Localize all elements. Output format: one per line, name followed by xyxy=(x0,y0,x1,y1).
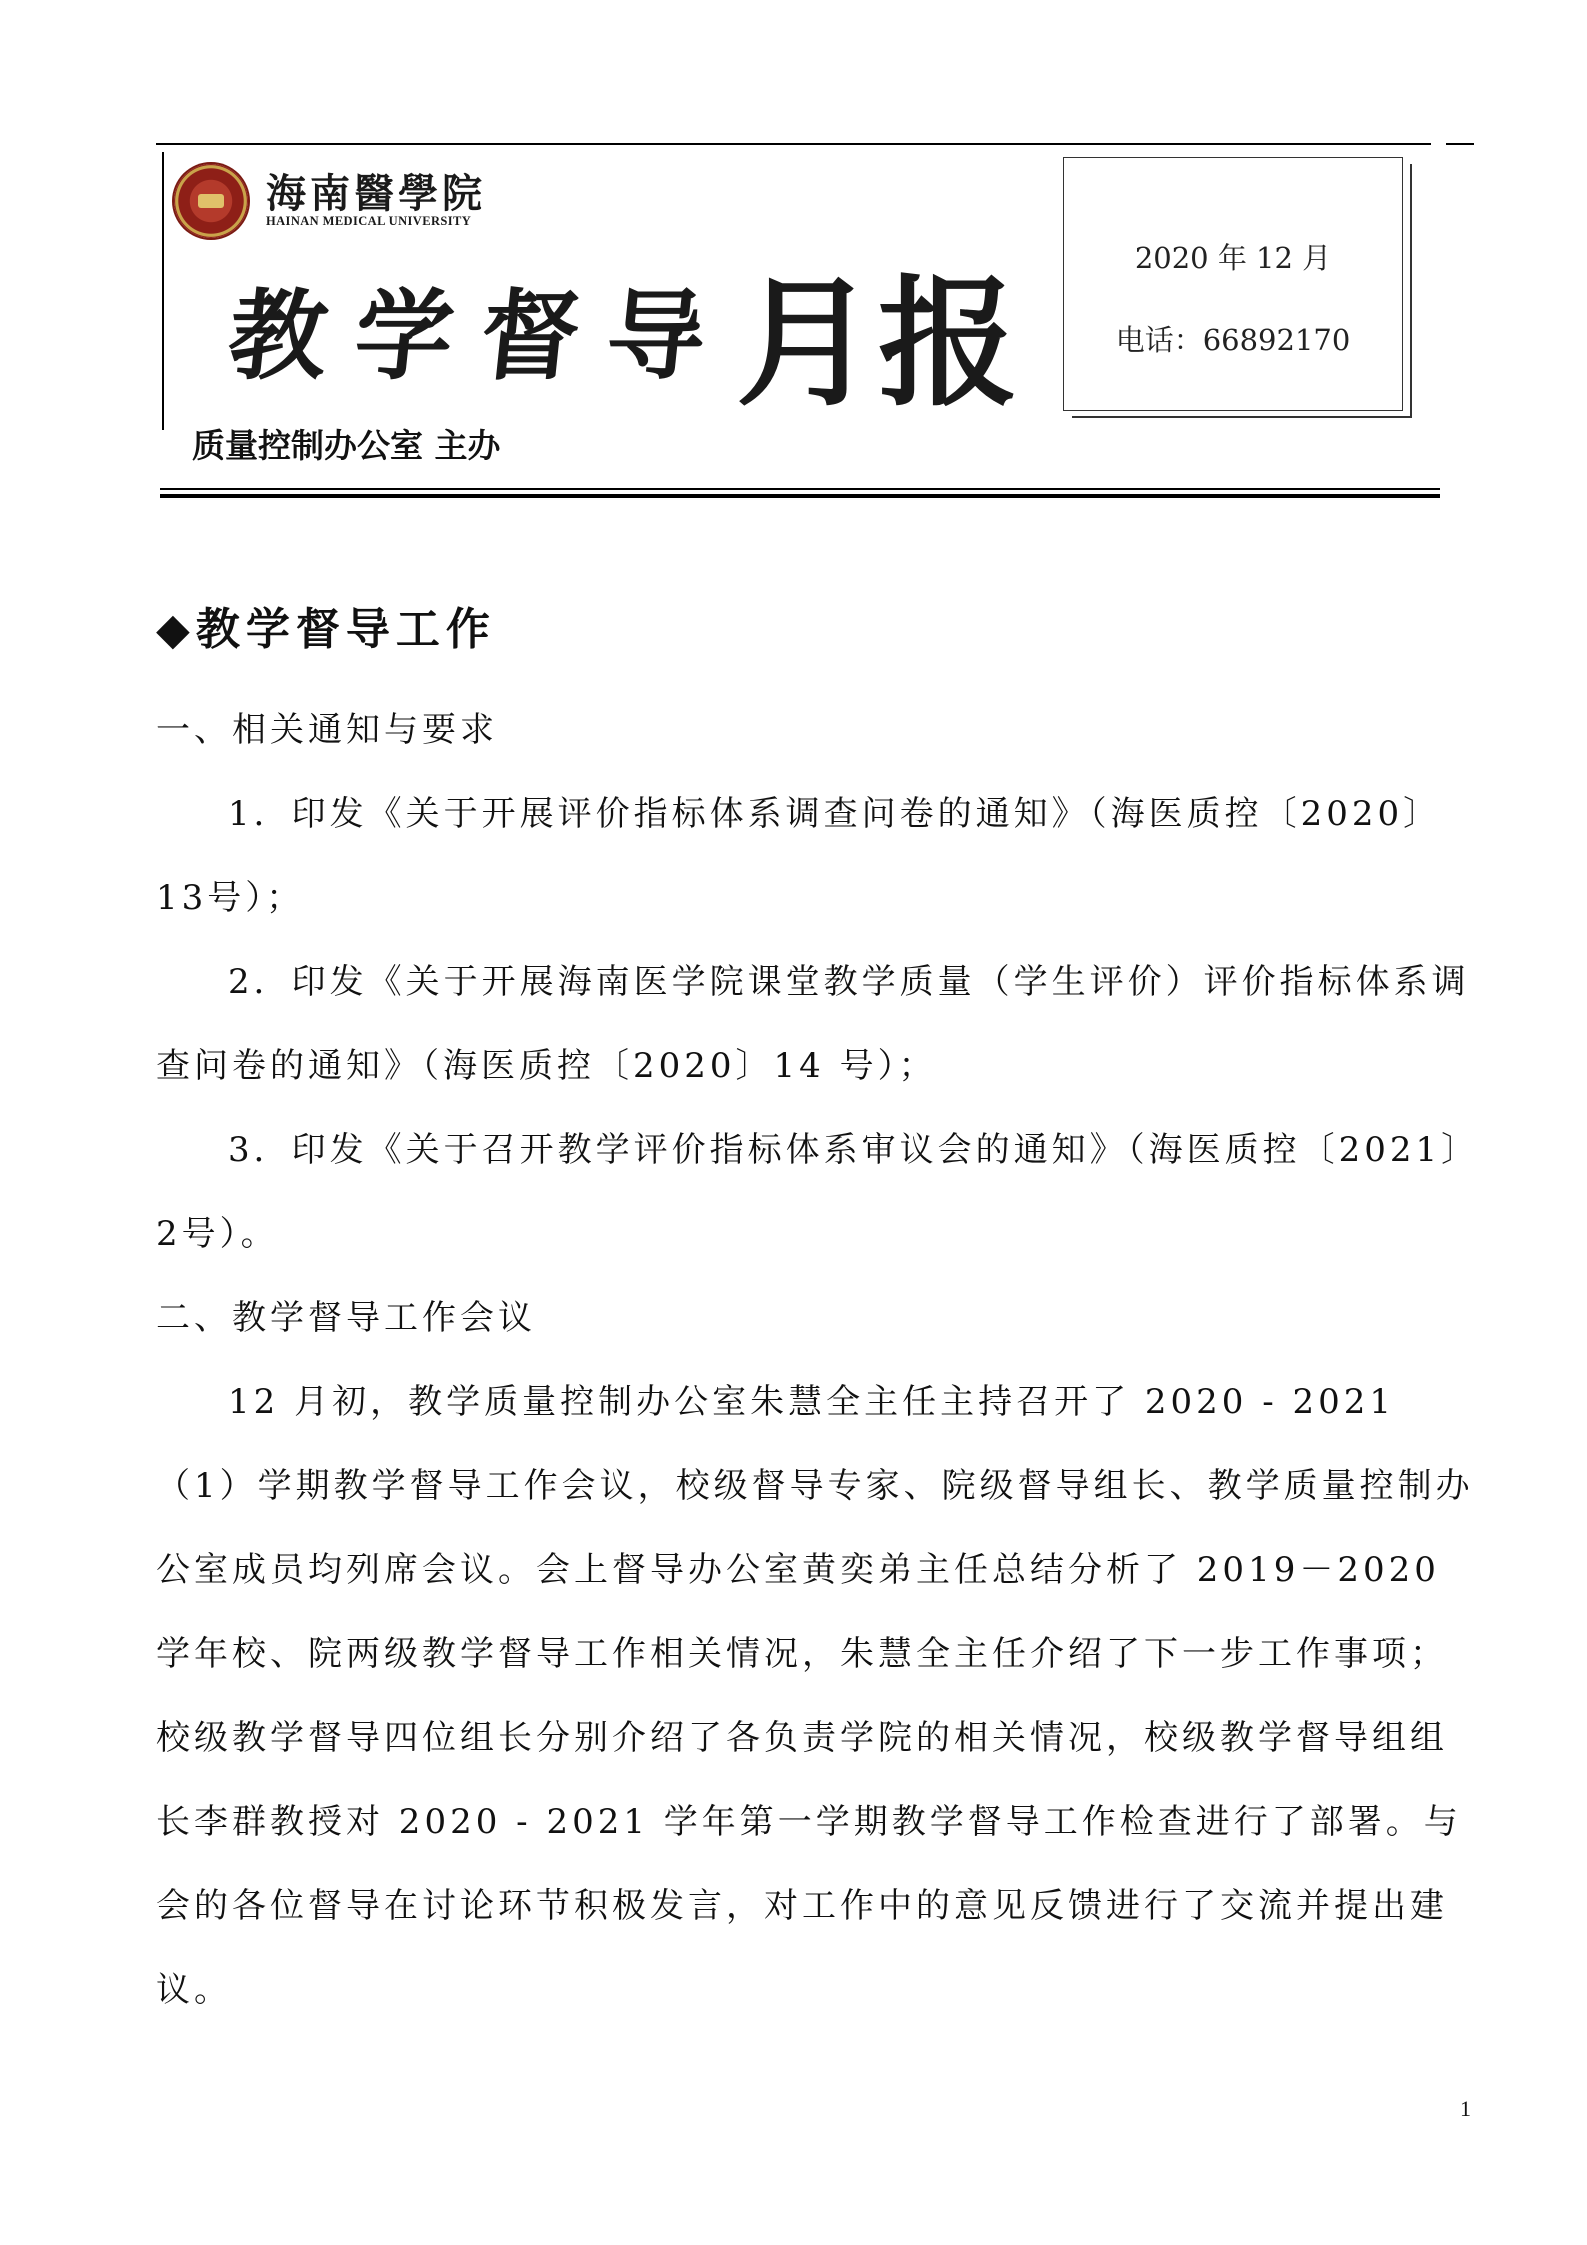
university-logo xyxy=(174,164,248,238)
notice-item-2: 2．印发《关于开展海南医学院课堂教学质量（学生评价）评价指标体系调查问卷的通知》（海医质控〔2020〕14 号）； xyxy=(156,962,1470,1086)
masthead-title: 教学督导 xyxy=(223,279,740,394)
section-title: ◆教学督导工作 xyxy=(156,604,496,655)
issue-date: 2020 年 12 月 xyxy=(1134,241,1332,275)
university-name-cn: 海南醫學院 xyxy=(266,170,486,217)
section-heading-notices: 一、相关通知与要求 xyxy=(156,710,498,750)
university-name-en: HAINAN MEDICAL UNIVERSITY xyxy=(266,214,472,228)
notice-item-1: 1．印发《关于开展评价指标体系调查问卷的通知》（海医质控〔2020〕13号）； xyxy=(156,794,1442,918)
top-rule-tail xyxy=(1446,143,1474,145)
header-double-rule-top xyxy=(160,488,1440,490)
top-rule xyxy=(156,143,1431,145)
header-double-rule-bottom xyxy=(160,494,1440,498)
header-left-border xyxy=(162,152,164,430)
meeting-paragraph: 12 月初，教学质量控制办公室朱慧全主任主持召开了 2020 - 2021（1）学期教学督导工作会议，校级督导专家、院级督导组长、教学质量控制办公室成员均列席会议。会上督导办公室黄奕弟主任总结分析了 2019－2020 学年校、院两级教学督导工作相关情况，朱慧全主任介绍了下一步工作事项；校级教学督导四位组长分别介绍了各负责学院的相关情况，校级教学督导组组长李群教授对 2020 - 2021 学年第一学期教学督导工作检查进行了部署。与会的各位督导在讨论环节积极发言，对工作中的意见反馈进行了交流并提出建议。 xyxy=(156,1382,1474,2010)
section-heading-meeting: 二、教学督导工作会议 xyxy=(156,1298,536,1338)
page-number: 1 xyxy=(1460,2096,1471,2121)
phone-number: 电话：66892170 xyxy=(1115,323,1351,357)
masthead-subtitle: 月报 xyxy=(736,263,1021,426)
notice-item-3: 3．印发《关于召开教学评价指标体系审议会的通知》（海医质控〔2021〕2号）。 xyxy=(156,1130,1463,1254)
sponsor-line: 质量控制办公室 主办 xyxy=(192,426,501,465)
issue-info-box xyxy=(1063,157,1403,411)
